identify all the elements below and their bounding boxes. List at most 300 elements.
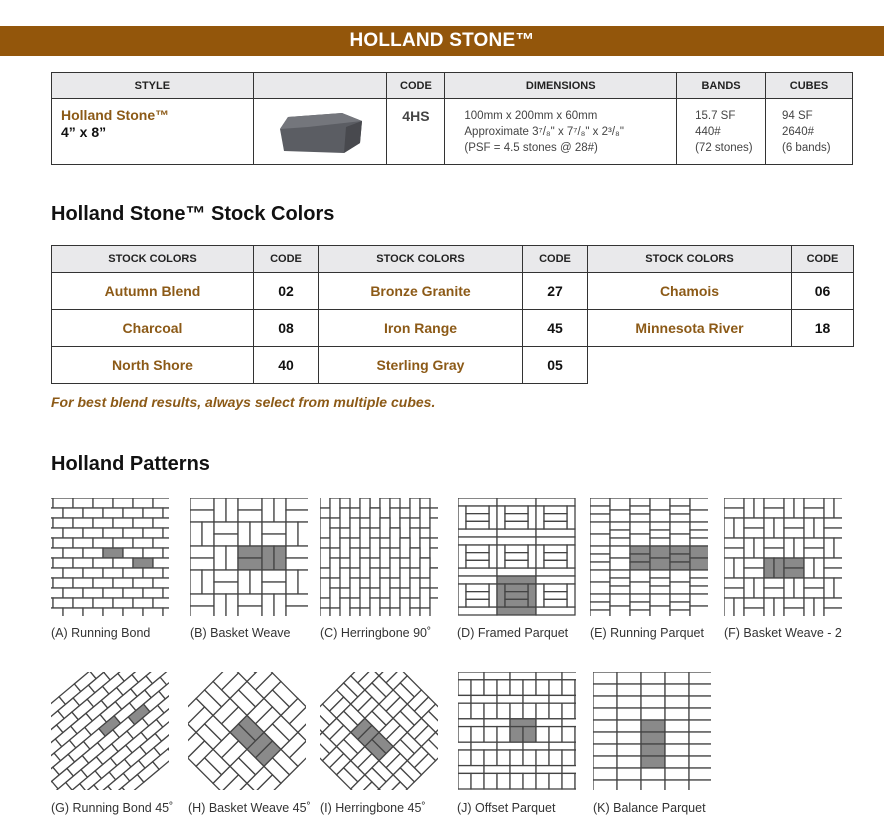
paver-brick: [286, 570, 298, 594]
paver-brick: [523, 680, 536, 696]
pattern-basket2-image: [724, 498, 842, 616]
paver-brick: [764, 558, 774, 578]
paver-brick: [744, 608, 764, 616]
paver-brick: [824, 568, 842, 578]
paver-brick: [484, 773, 497, 789]
paver-brick: [744, 558, 764, 568]
paver-brick: [630, 582, 650, 594]
paver-brick: [93, 498, 113, 508]
paver-brick: [650, 606, 670, 616]
paver-brick: [610, 586, 630, 594]
pattern-diagram: [190, 498, 308, 616]
paver-brick: [53, 498, 73, 508]
paver-brick: [340, 568, 350, 588]
paver-brick: [834, 578, 842, 598]
paver-brick: [523, 773, 536, 789]
paver-brick: [670, 602, 690, 610]
header-bands: BANDS: [677, 73, 766, 99]
paver-brick: [83, 588, 103, 598]
paver-brick: [774, 598, 784, 616]
paver-brick: [214, 534, 238, 546]
paver-brick: [489, 506, 497, 529]
paver-brick: [51, 528, 63, 538]
paver-brick: [123, 548, 143, 558]
paver-brick: [497, 695, 523, 703]
paver-brick: [689, 696, 711, 708]
color-name: Chamois: [588, 273, 792, 310]
paver-brick: [690, 522, 708, 530]
paver-brick: [63, 548, 83, 558]
header-code: CODE: [387, 73, 445, 99]
paver-brick: [340, 538, 350, 558]
paver-brick: [764, 538, 784, 548]
paver-brick: [190, 498, 214, 510]
paver-brick: [370, 568, 380, 588]
paver-brick: [536, 719, 562, 727]
paver-brick: [190, 522, 202, 546]
pattern-balance-image: [593, 672, 711, 790]
paver-brick: [641, 720, 665, 732]
paver-brick: [641, 768, 665, 780]
paver-brick: [670, 570, 690, 582]
paver-brick: [764, 578, 784, 588]
pattern-herring45-image: [320, 672, 438, 790]
paver-brick: [340, 598, 350, 616]
pattern-diagram: [458, 672, 576, 790]
paver-brick: [63, 528, 83, 538]
paver-brick: [617, 696, 641, 708]
paver-brick: [73, 538, 93, 548]
paver-brick: [764, 498, 784, 508]
paver-brick: [804, 558, 814, 578]
paver-brick: [590, 602, 610, 610]
paver-brick: [123, 528, 143, 538]
paver-brick: [458, 568, 497, 576]
paver-brick: [549, 727, 562, 743]
paver-brick: [650, 522, 670, 530]
paver-brick: [724, 588, 744, 598]
pattern-diagram: [724, 498, 842, 616]
paver-brick: [590, 522, 610, 534]
paver-brick: [641, 672, 665, 684]
paver-brick: [670, 514, 690, 522]
paver-brick: [536, 766, 562, 774]
paver-brick: [575, 695, 576, 703]
paver-brick: [400, 568, 410, 588]
paver-brick: [528, 584, 536, 607]
paver-brick: [670, 562, 690, 570]
paver-brick: [484, 727, 497, 743]
paver-brick: [471, 695, 497, 703]
paver-brick: [690, 498, 708, 510]
paver-brick: [458, 584, 466, 607]
paver-brick: [764, 588, 784, 598]
paver-brick: [214, 594, 226, 616]
paver-brick: [430, 548, 438, 568]
paver-brick: [458, 537, 497, 545]
paver-brick: [380, 578, 390, 598]
paver-brick: [466, 514, 489, 522]
paver-brick: [689, 672, 711, 684]
pattern-basket-image: [190, 498, 308, 616]
paver-brick: [544, 506, 567, 514]
paver-brick: [744, 528, 764, 538]
header-cubes: CUBES: [766, 73, 853, 99]
paver-brick: [214, 522, 238, 534]
paver-brick: [226, 498, 238, 522]
paver-brick: [562, 773, 575, 789]
paver-brick: [593, 744, 617, 756]
paver-brick: [510, 680, 523, 696]
paver-brick: [202, 522, 214, 546]
paver-brick: [689, 720, 711, 732]
paver-brick: [536, 607, 575, 615]
paver-brick: [630, 602, 650, 610]
paver-brick: [544, 584, 567, 592]
paver-brick: [734, 598, 744, 616]
paver-brick: [330, 498, 340, 518]
paver-brick: [665, 768, 689, 780]
paver-brick: [466, 545, 489, 553]
paver-brick: [610, 594, 630, 606]
paver-brick: [536, 750, 549, 766]
paver-brick: [73, 518, 93, 528]
paver-brick: [53, 598, 73, 608]
paver-brick: [549, 680, 562, 696]
paver-brick: [562, 766, 576, 774]
paver-brick: [471, 680, 484, 696]
paver-brick: [190, 606, 214, 616]
paver-brick: [51, 608, 63, 616]
paver-brick: [665, 720, 689, 732]
paver-brick: [724, 518, 734, 538]
paver-brick: [617, 768, 641, 780]
paver-brick: [523, 750, 536, 766]
paver-brick: [510, 750, 523, 766]
table-row: [52, 273, 854, 310]
paver-brick: [489, 584, 497, 607]
paver-brick: [784, 528, 804, 538]
paver-brick: [113, 578, 133, 588]
paver-brick: [458, 703, 471, 719]
paver-brick: [724, 508, 744, 518]
paver-brick: [690, 510, 708, 522]
pattern-caption: (K) Balance Parquet: [593, 801, 706, 815]
paver-brick: [103, 588, 123, 598]
paver-brick: [690, 558, 708, 570]
paver-brick: [458, 680, 471, 696]
paver-brick: [536, 529, 575, 537]
pattern-framed-image: [458, 498, 576, 616]
paver-brick: [143, 528, 163, 538]
paver-brick: [286, 558, 308, 570]
paver-brick: [505, 584, 528, 592]
paver-brick: [53, 518, 73, 528]
paver-brick: [536, 568, 575, 576]
paver-brick: [650, 570, 670, 578]
paver-brick: [536, 537, 575, 545]
paver-brick: [670, 498, 690, 506]
paver-brick: [510, 719, 536, 727]
paver-brick: [410, 608, 420, 616]
header-style: STYLE: [52, 73, 254, 99]
paver-brick: [784, 498, 794, 518]
pattern-diagram: [320, 672, 438, 790]
paver-stone-image: [278, 113, 364, 155]
paver-brick: [744, 598, 764, 608]
paver-brick: [360, 588, 370, 608]
paver-brick: [617, 780, 641, 790]
paver-brick: [458, 607, 497, 615]
paver-brick: [764, 518, 774, 538]
paver-brick: [458, 719, 484, 727]
paver-brick: [400, 498, 410, 508]
paver-brick: [689, 684, 711, 696]
paver-brick: [744, 538, 754, 558]
paver-brick: [549, 750, 562, 766]
paver-brick: [238, 606, 262, 616]
paver-brick: [123, 588, 143, 598]
paver-brick: [53, 538, 73, 548]
color-name: Autumn Blend: [52, 273, 254, 310]
paver-brick: [153, 538, 169, 548]
paver-brick: [497, 545, 505, 568]
paver-brick: [665, 672, 689, 684]
paver-brick: [744, 568, 764, 578]
pattern-caption: (G) Running Bond 45˚: [51, 801, 174, 815]
paver-brick: [238, 510, 262, 522]
paver-brick: [320, 518, 330, 538]
paver-brick: [83, 608, 103, 616]
paver-brick: [593, 708, 617, 720]
paver-brick: [113, 558, 133, 568]
paver-brick: [610, 510, 630, 522]
paver-brick: [497, 727, 510, 743]
paver-brick: [593, 672, 617, 684]
title-banner: [0, 26, 884, 56]
paver-brick: [123, 568, 143, 578]
paver-brick: [153, 518, 169, 528]
paver-brick: [484, 672, 510, 680]
paver-brick: [764, 598, 774, 616]
color-code: 02: [254, 273, 319, 310]
paver-brick: [523, 727, 536, 743]
paver-brick: [804, 518, 814, 538]
paver-brick: [505, 560, 528, 568]
paver-brick: [226, 546, 238, 570]
paver-brick: [610, 538, 630, 546]
paver-brick: [764, 508, 784, 518]
paver-brick: [103, 548, 123, 558]
paver-brick: [593, 756, 617, 768]
paver-brick: [286, 606, 308, 616]
paver-brick: [420, 588, 430, 608]
paver-brick: [670, 534, 690, 546]
paver-brick: [458, 766, 484, 774]
pattern-caption: (H) Basket Weave 45˚: [188, 801, 311, 815]
paver-brick: [562, 703, 575, 719]
paver-brick: [471, 773, 484, 789]
paver-brick: [617, 708, 641, 720]
style-size: 4” x 8”: [61, 124, 107, 140]
paver-brick: [274, 546, 286, 570]
paver-brick: [458, 576, 497, 584]
paver-brick: [641, 756, 665, 768]
paver-brick: [641, 684, 665, 696]
pattern-caption: (F) Basket Weave - 2: [724, 626, 842, 640]
paver-brick: [497, 750, 510, 766]
paver-brick: [824, 528, 842, 538]
paver-brick: [320, 498, 330, 508]
paver-brick: [214, 582, 238, 594]
paver-brick: [630, 554, 650, 562]
paver-brick: [544, 553, 567, 561]
paver-brick: [774, 518, 784, 538]
paver-brick: [650, 594, 670, 606]
paver-brick: [83, 548, 103, 558]
paver-brick: [593, 720, 617, 732]
paver-brick: [63, 568, 83, 578]
paver-brick: [670, 522, 690, 534]
paver-brick: [190, 558, 214, 570]
paver-brick: [575, 773, 576, 789]
pattern-herring-image: [320, 498, 438, 616]
paver-brick: [497, 680, 510, 696]
paver-brick: [650, 546, 670, 558]
paver-brick: [690, 538, 708, 546]
paver-brick: [380, 518, 390, 538]
paver-brick: [190, 510, 214, 522]
paver-brick: [458, 773, 471, 789]
table-row: [52, 310, 854, 347]
pattern-diagram: [590, 498, 708, 616]
color-code: 05: [523, 347, 588, 384]
pattern-caption: (B) Basket Weave: [190, 626, 291, 640]
color-code: 40: [254, 347, 319, 384]
paver-brick: [824, 538, 834, 558]
paver-brick: [458, 545, 466, 568]
header-stock-colors: STOCK COLORS: [319, 246, 523, 273]
paver-brick: [549, 773, 562, 789]
paver-brick: [190, 570, 202, 594]
paver-brick: [360, 498, 370, 518]
paver-brick: [784, 558, 804, 568]
paver-brick: [824, 578, 834, 598]
paver-brick: [390, 588, 400, 608]
dimension-metric: 100mm x 200mm x 60mm: [464, 110, 598, 122]
paver-brick: [575, 727, 576, 743]
paver-brick: [163, 548, 169, 558]
header-stock-colors: STOCK COLORS: [52, 246, 254, 273]
paver-brick: [562, 672, 576, 680]
paver-brick: [73, 558, 93, 568]
paver-brick: [458, 742, 471, 750]
paver-brick: [670, 546, 690, 554]
paver-brick: [670, 610, 690, 616]
paver-brick: [103, 508, 123, 518]
paver-brick: [262, 582, 286, 594]
paver-brick: [238, 546, 262, 558]
paver-brick: [274, 594, 286, 616]
code-cell: 4HS: [387, 99, 445, 165]
paver-brick: [286, 594, 308, 606]
paver-brick: [484, 719, 510, 727]
paver-brick: [689, 768, 711, 780]
paver-brick: [610, 558, 630, 570]
cubes-weight: 2640#: [782, 126, 814, 138]
paver-brick: [794, 538, 804, 558]
paver-brick: [593, 780, 617, 790]
paver-brick: [510, 766, 536, 774]
paver-brick: [320, 608, 330, 616]
paver-brick: [536, 545, 544, 568]
paver-brick: [544, 560, 567, 568]
paver-brick: [497, 703, 510, 719]
header-image: [253, 73, 387, 99]
paver-brick: [123, 508, 143, 518]
paver-brick: [262, 534, 286, 546]
paver-brick: [536, 672, 562, 680]
paver-brick: [350, 518, 360, 538]
paver-brick: [484, 766, 510, 774]
paver-brick: [274, 498, 286, 522]
paver-brick: [143, 588, 163, 598]
paver-brick: [544, 599, 567, 607]
paver-brick: [133, 538, 153, 548]
paver-brick: [764, 548, 784, 558]
paver-brick: [370, 538, 380, 558]
paver-brick: [630, 562, 650, 570]
paver-brick: [420, 538, 430, 558]
paver-brick: [617, 720, 641, 732]
paver-brick: [610, 606, 630, 616]
paver-brick: [466, 506, 489, 514]
paver-brick: [458, 498, 497, 506]
header-code: CODE: [792, 246, 854, 273]
pattern-diagram: [593, 672, 711, 790]
paver-brick: [350, 548, 360, 568]
paver-brick: [458, 727, 471, 743]
paver-brick: [575, 742, 576, 750]
header-dimensions: DIMENSIONS: [445, 73, 677, 99]
color-code: 08: [254, 310, 319, 347]
paver-brick: [238, 498, 262, 510]
paver-brick: [804, 548, 824, 558]
paver-brick: [350, 608, 360, 616]
paver-brick: [63, 608, 83, 616]
paver-brick: [641, 708, 665, 720]
paver-brick: [51, 508, 63, 518]
paver-brick: [330, 528, 340, 548]
paver-brick: [73, 578, 93, 588]
paver-brick: [650, 578, 670, 586]
paver-brick: [544, 521, 567, 529]
color-name: Bronze Granite: [319, 273, 523, 310]
paver-brick: [320, 548, 330, 568]
paver-brick: [53, 578, 73, 588]
paver-brick: [690, 606, 708, 616]
paver-brick: [593, 768, 617, 780]
color-code: 06: [792, 273, 854, 310]
paver-brick: [430, 538, 438, 548]
paver-brick: [497, 584, 505, 607]
paver-brick: [814, 518, 824, 538]
paver-brick: [430, 508, 438, 518]
paver-brick: [690, 594, 708, 606]
paver-brick: [380, 608, 390, 616]
cubes-area: 94 SF: [782, 110, 813, 122]
paver-brick: [286, 546, 308, 558]
